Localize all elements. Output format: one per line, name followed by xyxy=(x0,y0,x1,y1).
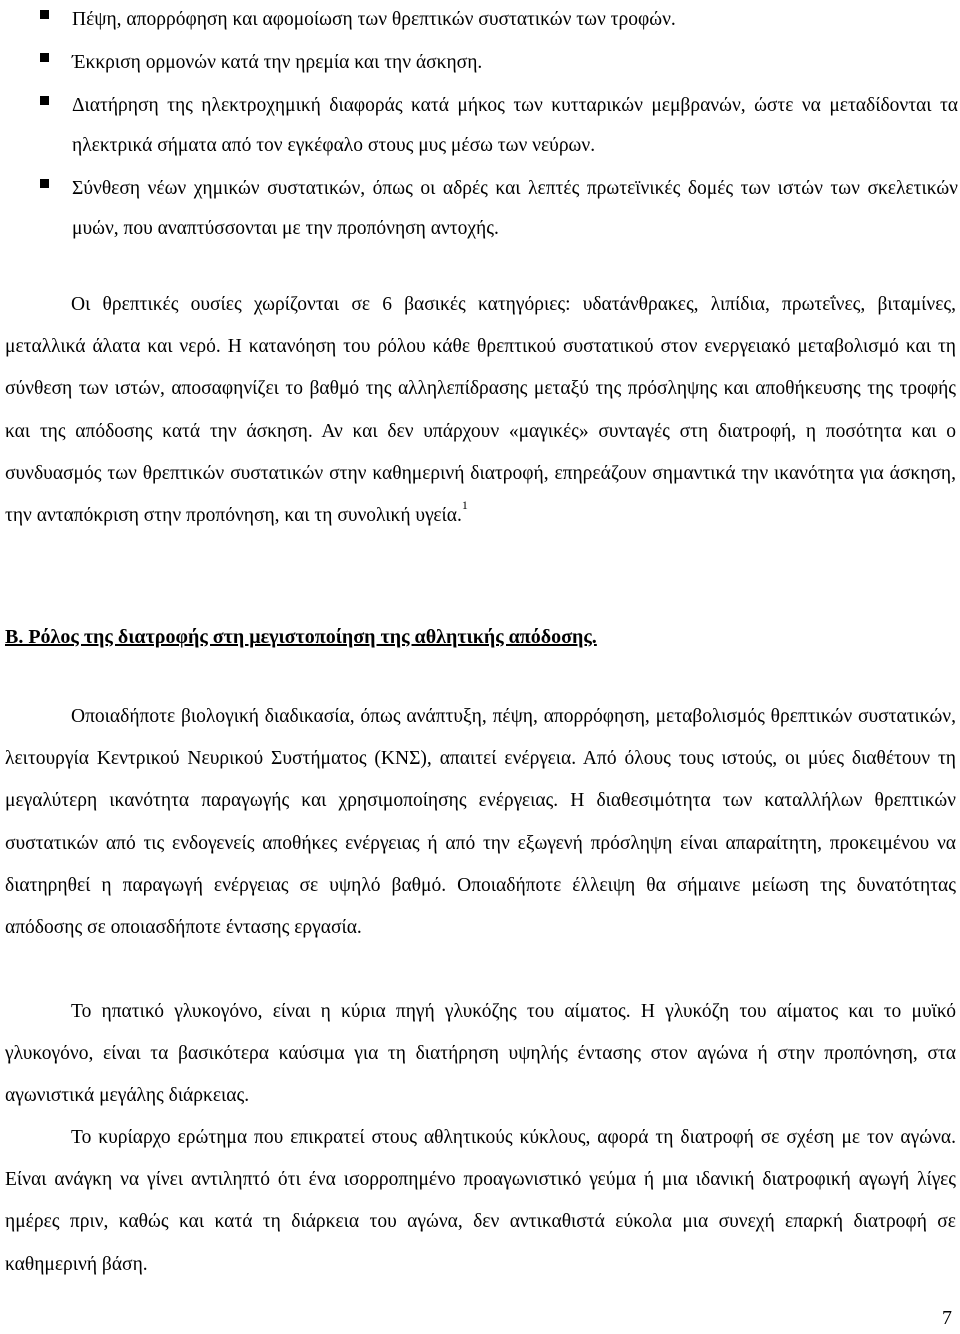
list-item xyxy=(40,169,958,249)
page-number: 7 xyxy=(942,1307,952,1329)
list-item-text: Πέψη, απορρόφηση και αφομοίωση των θρεπτικών συστατικών των τροφών. xyxy=(72,9,676,30)
list-item-text: Σύνθεση νέων χημικών συστατικών, όπως οι αδρές και λεπτές πρωτεϊνικές δομές των ιστών των σκελετικών μυών, που αναπτύσσονται με την προπόνηση αντοχής. xyxy=(72,178,958,239)
paragraph-text: Οι θρεπτικές ουσίες χωρίζονται σε 6 βασικές κατηγόριες: υδατάνθρακες, λιπίδια, πρωτεΐνες, βιταμίνες, μεταλλικά άλατα και νερό. Η κατανόηση του ρόλου κάθε θρεπτικού συστατικού στον ενεργειακό μεταβολισμό και τη σύνθεση των ιστών, αποσαφηνίζει το βαθμό της αλληλεπίδρασης μεταξύ της πρόσληψης και αποθήκευσης της τροφής και της απόδοσης κατά την άσκηση. Αν και δεν υπάρχουν «μαγικές» συνταγές στη διατροφή, η ποσότητα και ο συνδυασμός των θρεπτικών συστατικών στην καθημερινή διατροφή, επηρεάζουν σημαντικά την ικανότητα για άσκηση, την ανταπόκριση στην προπόνηση, και τη συνολική υγεία. xyxy=(5,294,956,527)
competition-diet-paragraph: Το κυρίαρχο ερώτημα που επικρατεί στους αθλητικούς κύκλους, αφορά τη διατροφή σε σχέση με τον αγώνα. Είναι ανάγκη να γίνει αντιληπτό ότι ένα ισορροπημένο προαγωνιστικό γεύμα ή μια ιδανική διατροφική αγωγή λίγες ημέρες πριν, καθώς και κατά τη διάρκεια του αγώνα, δεν αντικαθιστά εύκολα μια συνεχή επαρκή διατροφή σε καθημερινή βάση. xyxy=(5,1127,956,1275)
list-item xyxy=(40,0,958,40)
square-bullet-icon xyxy=(40,10,49,19)
square-bullet-icon xyxy=(40,96,49,105)
list-item xyxy=(40,86,958,166)
square-bullet-icon xyxy=(40,53,49,62)
list-item-text: Έκκριση ορμονών κατά την ηρεμία και την άσκηση. xyxy=(72,52,483,73)
glycogen-paragraph: Το ηπατικό γλυκογόνο, είναι η κύρια πηγή γλυκόζης του αίματος. Η γλυκόζη του αίματος και το μυϊκό γλυκογόνο, είναι τα βασικότερα καύσιμα για τη διατήρηση υψηλής έντασης στον αγώνα ή στην προπόνηση, στα αγωνιστικά μεγάλης διάρκειας. xyxy=(5,1001,956,1107)
footnote-reference: 1 xyxy=(461,498,468,513)
square-bullet-icon xyxy=(40,179,49,188)
list-item xyxy=(40,43,958,83)
list-item-text: Διατήρηση της ηλεκτροχημική διαφοράς κατά μήκος των κυτταρικών μεμβρανών, ώστε να μεταδίδονται τα ηλεκτρικά σήματα από τον εγκέφαλο στους μυς μέσω των νεύρων. xyxy=(72,95,958,156)
energy-paragraph: Οποιαδήποτε βιολογική διαδικασία, όπως ανάπτυξη, πέψη, απορρόφηση, μεταβολισμός θρεπτικών συστατικών, λειτουργία Κεντρικού Νευρικού Συστήματος (ΚΝΣ), απαιτεί ενέργεια. Από όλους τους ιστούς, οι μύες διαθέτουν τη μεγαλύτερη ικανότητα παραγωγής και χρησιμοποίησης ενέργειας. Η διαθεσιμότητα των καταλλήλων θρεπτικών συστατικών από τις ενδογενείς αποθήκες ενέργειας ή από την εξωγενή πρόσληψη είναι απαραίτητη, προκειμένου να διατηρηθεί η παραγωγή ενέργειας σε υψηλό βαθμό. Οποιαδήποτε έλλειψη θα σήμαινε μείωση της δυνατότητας απόδοσης σε οποιασδήποτε έντασης εργασία. xyxy=(5,706,956,939)
section-heading: Β. Ρόλος της διατροφής στη μεγιστοποίηση της αθλητικής απόδοσης. xyxy=(5,626,597,648)
nutrient-categories-paragraph xyxy=(5,284,956,537)
bullet-list xyxy=(40,0,958,249)
